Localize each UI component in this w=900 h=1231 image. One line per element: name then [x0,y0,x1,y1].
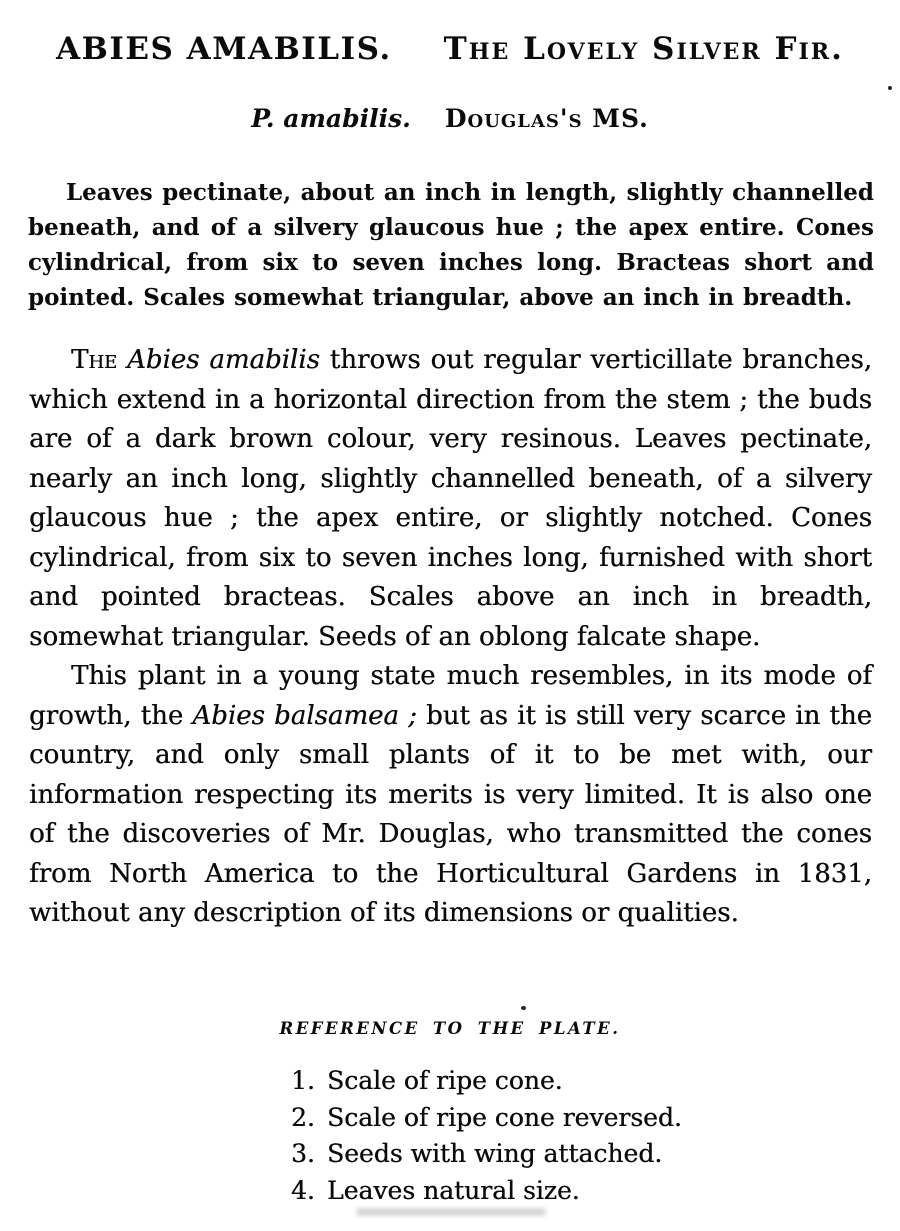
title-common-name: The Lovely Silver Fir. [443,31,844,67]
subtitle-species: P. amabilis. [251,104,411,133]
page-title [0,31,900,67]
paragraph-2-text-post: but as it is still very scarce in the country, and only small plants of it to be met with, our information respecting its merits is very limited. It is also one of the discoveries of Mr. Douglas, who transmitted the cones from North America to the Horticultural Gardens in 1831, without any description of its dimensions or qualities. [29,700,872,928]
title-latin: ABIES AMABILIS. [56,31,392,67]
plate-item-number: 2. [291,1102,315,1132]
paragraph-1-text: throws out regular verticillate branches, which extend in a horizontal direction from the stem ; the buds are of a dark brown colour, very resinous. Leaves pectinate, nearly an inch long, slightly channelled beneath, of a silvery glaucous hue ; the apex entire, or slightly notched. Cones cylindrical, from six to seven inches long, furnished with short and pointed bracteas. Scales above an inch in breadth, somewhat triangular. Seeds of an oblong falcate shape. [29,345,872,652]
paragraph-2 [29,657,872,934]
paragraph-1-lead: The [71,345,118,375]
subtitle [0,104,900,133]
plate-list-item [291,1136,682,1173]
plate-list-item [291,1063,682,1100]
plate-item-number: 3. [291,1139,315,1168]
paragraph-1 [29,341,872,657]
plate-item-number: 4. [291,1175,315,1205]
plate-item-label: Scale of ripe cone reversed. [327,1102,682,1132]
plate-reference-heading: REFERENCE TO THE PLATE. [279,1019,621,1038]
plate-item-label: Seeds with wing attached. [327,1139,663,1168]
paragraph-2-text-pre: This plant in a young state much resembles, in its mode of growth, the [29,661,872,731]
paragraph-2-species-name: Abies balsamea ; [192,700,417,731]
subtitle-attribution: Douglas's MS. [444,104,649,133]
scan-speck-icon [888,86,892,90]
plate-item-label: Leaves natural size. [327,1175,580,1205]
plate-list-item [291,1100,682,1137]
paragraph-1-species-name: Abies amabilis [117,345,320,375]
plate-item-label: Scale of ripe cone. [327,1066,563,1095]
plate-reference-list [291,1063,682,1209]
main-text-block [29,341,872,934]
plate-item-number: 1. [291,1066,315,1095]
diagnosis-paragraph: Leaves pectinate, about an inch in length, slightly channelled beneath, and of a silvery glaucous hue ; the apex entire. Cones cylindrical, from six to seven inches long. Bracteas short and pointed. Scales somewhat triangular, above an inch in breadth. [28,179,874,311]
plate-list-item [291,1173,682,1210]
scan-speck-icon [521,1006,526,1010]
scan-smudge [356,1208,546,1216]
